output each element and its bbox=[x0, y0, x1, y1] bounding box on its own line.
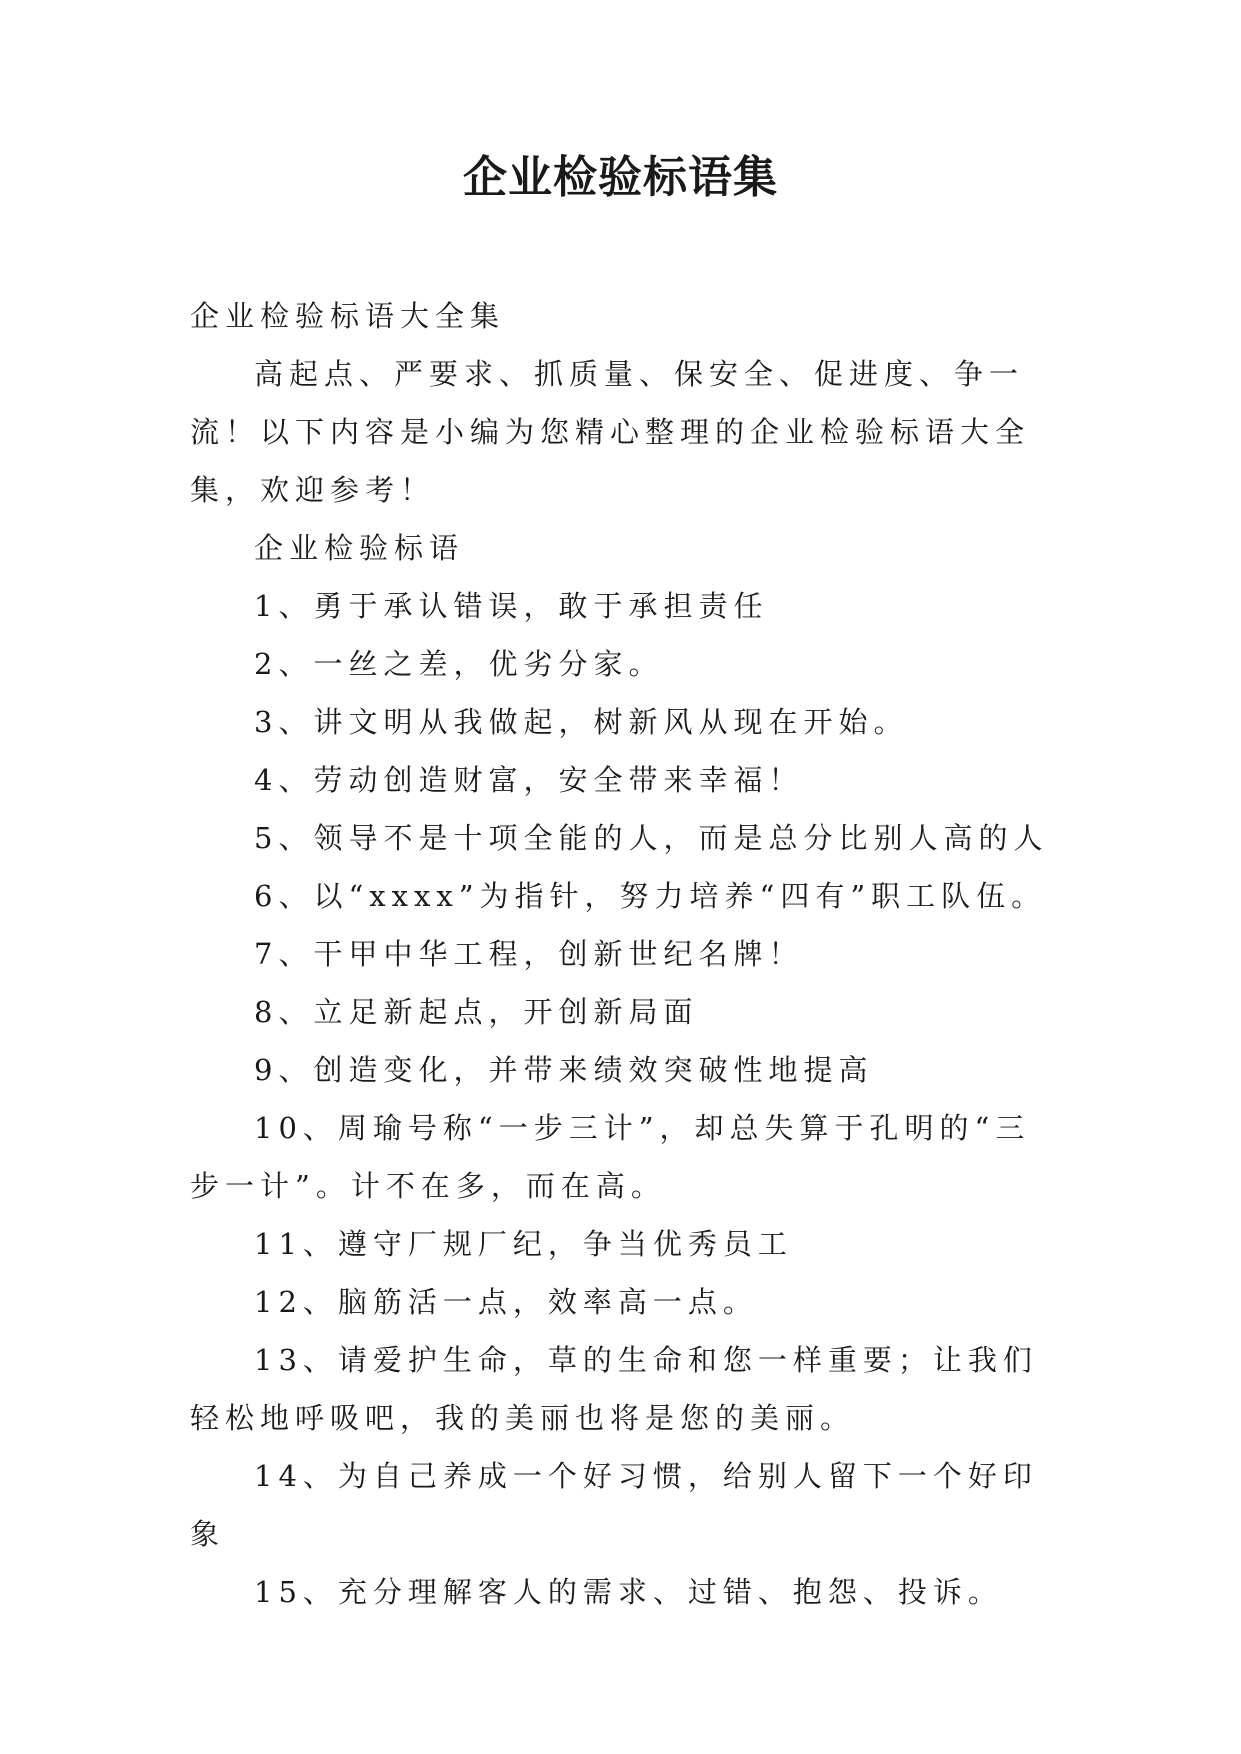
slogan-item-11: 11、遵守厂规厂纪，争当优秀员工 bbox=[254, 1227, 793, 1261]
slogan-item-6: 6、以“xxxx”为指针，努力培养“四有”职工队伍。 bbox=[254, 879, 1047, 913]
slogan-item-12: 12、脑筋活一点，效率高一点。 bbox=[254, 1285, 758, 1319]
document-body bbox=[190, 287, 1055, 1621]
slogan-item-8: 8、立足新起点，开创新局面 bbox=[254, 995, 699, 1029]
document-title: 企业检验标语集 bbox=[463, 152, 778, 203]
slogan-item-14: 14、为自己养成一个好习惯，给别人留下一个好印象 bbox=[190, 1459, 1038, 1551]
slogan-item-2: 2、一丝之差，优劣分家。 bbox=[254, 647, 664, 681]
slogan-item-9: 9、创造变化，并带来绩效突破性地提高 bbox=[254, 1053, 874, 1087]
slogan-item-3: 3、讲文明从我做起，树新风从现在开始。 bbox=[254, 705, 909, 739]
slogan-item-15: 15、充分理解客人的需求、过错、抱怨、投诉。 bbox=[254, 1575, 1003, 1609]
slogan-item-4: 4、劳动创造财富，安全带来幸福！ bbox=[254, 763, 804, 797]
document-subtitle: 企业检验标语大全集 bbox=[190, 299, 506, 333]
slogan-item-5: 5、领导不是十项全能的人，而是总分比别人高的人 bbox=[254, 821, 1049, 855]
section-heading: 企业检验标语 bbox=[254, 531, 465, 565]
slogan-item-7: 7、干甲中华工程，创新世纪名牌！ bbox=[254, 937, 804, 971]
intro-paragraph: 高起点、严要求、抓质量、保安全、促进度、争一流！以下内容是小编为您精心整理的企业检验标语大全集，欢迎参考！ bbox=[190, 357, 1031, 507]
slogan-item-10: 10、周瑜号称“一步三计”，却总失算于孔明的“三步一计”。计不在多，而在高。 bbox=[190, 1111, 1031, 1203]
slogan-item-1: 1、勇于承认错误，敢于承担责任 bbox=[254, 589, 769, 623]
slogan-item-13: 13、请爱护生命，草的生命和您一样重要；让我们轻松地呼吸吧，我的美丽也将是您的美丽。 bbox=[190, 1343, 1038, 1435]
